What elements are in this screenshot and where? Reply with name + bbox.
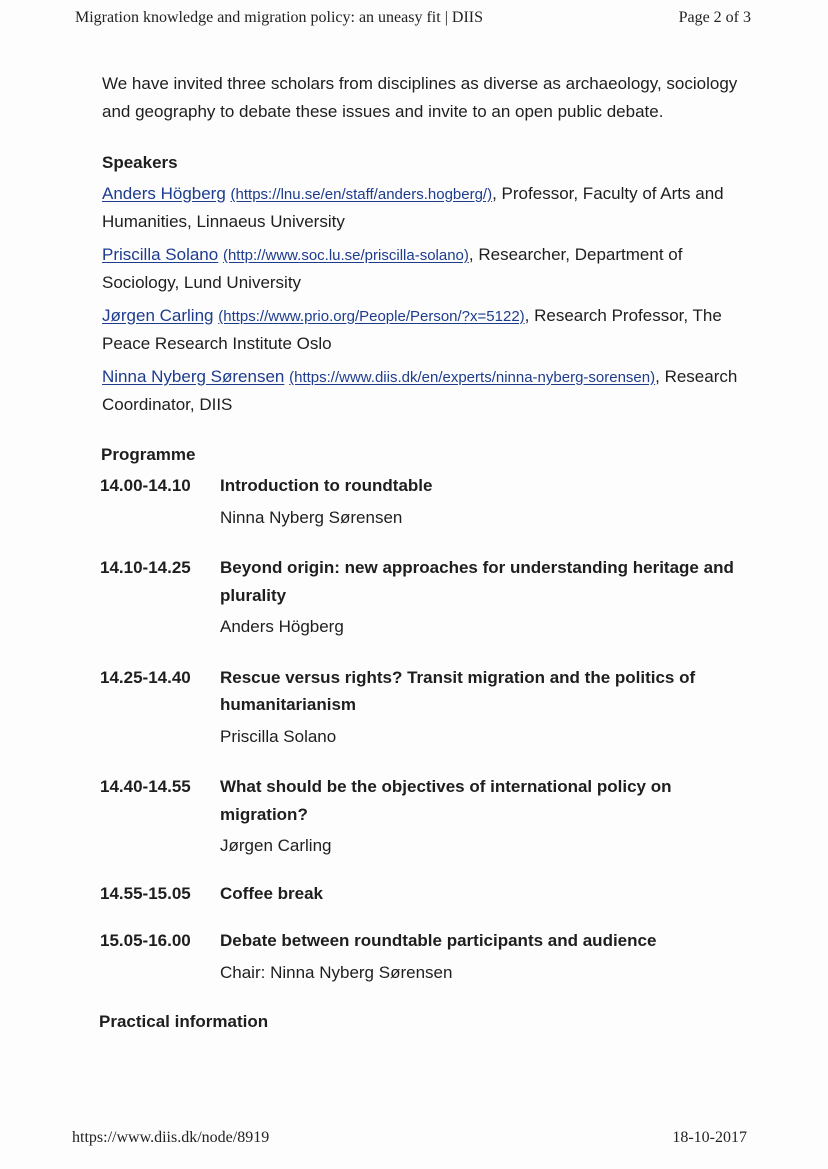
page-header [75,9,751,27]
spacer [102,750,742,773]
footer-date: 18-10-2017 [672,1129,747,1146]
programme-time: 14.40-14.55 [100,777,191,796]
programme-speaker: Ninna Nyberg Sørensen [220,507,403,527]
programme-time: 15.05-16.00 [100,931,191,950]
programme-title: What should be the objectives of international policy on migration? [220,777,672,824]
speaker-link[interactable]: Ninna Nyberg Sørensen [102,366,285,386]
programme-item [100,664,742,751]
programme-body [220,664,742,751]
programme-time: 14.25-14.40 [100,667,191,687]
programme-title: Rescue versus rights? Transit migration and the politics of humanitarianism [220,667,696,714]
page-footer [72,1129,747,1147]
programme-item [100,773,742,860]
spacer [102,531,742,554]
programme-time: 14.00-14.10 [100,476,191,495]
speaker-url[interactable]: (https://www.prio.org/People/Person/?x=5122) [218,307,525,325]
programme-time: 14.10-14.25 [100,558,191,577]
speaker-role: , Research Professor, The Peace Research Institute Oslo [102,305,722,353]
speaker-link[interactable]: Priscilla Solano [102,244,219,264]
speaker-role: , Researcher, Department of Sociology, Lund University [102,244,683,292]
programme-item [100,472,742,531]
speaker-entry [102,180,742,236]
footer-url: https://www.diis.dk/node/8919 [72,1129,270,1146]
programme-body [220,773,742,860]
programme-title: Coffee break [220,883,323,903]
programme-time: 14.55-15.05 [100,883,191,903]
speaker-role: , Research Coordinator, DIIS [102,366,738,414]
speaker-role: , Professor, Faculty of Arts and Humanities, Linnaeus University [102,183,724,231]
programme-body [220,927,742,986]
speaker-url[interactable]: (https://www.diis.dk/en/experts/ninna-nyberg-sorensen) [289,368,656,386]
programme-body [220,880,742,908]
speaker-link[interactable]: Jørgen Carling [102,305,214,325]
intro-paragraph: We have invited three scholars from disciplines as diverse as archaeology, sociology and geography to debate these issues and invite to an open public debate. [102,74,738,121]
page-content [99,70,742,1036]
programme-heading: Programme [101,444,196,464]
programme-title: Beyond origin: new approaches for understanding heritage and plurality [220,558,734,605]
spacer [102,860,742,880]
spacer [102,641,742,664]
speaker-entry [102,241,742,297]
spacer [102,907,742,927]
practical-information-heading: Practical information [99,1012,269,1031]
programme-speaker: Chair: Ninna Nyberg Sørensen [220,962,453,982]
page-number: Page 2 of 3 [678,9,751,26]
programme-title: Introduction to roundtable [220,476,433,495]
programme-title: Debate between roundtable participants and audience [220,931,657,950]
speaker-link[interactable]: Anders Högberg [102,183,226,203]
programme-item [100,554,742,641]
programme-speaker: Anders Högberg [220,617,344,636]
speakers-heading: Speakers [102,153,178,172]
programme-speaker: Priscilla Solano [220,726,337,746]
speaker-entry [102,363,742,419]
page-header-title: Migration knowledge and migration policy: an uneasy fit | DIIS [75,9,484,26]
speaker-url[interactable]: (http://www.soc.lu.se/priscilla-solano) [222,246,469,264]
speaker-url[interactable]: (https://lnu.se/en/staff/anders.hogberg/) [230,185,493,203]
programme-speaker: Jørgen Carling [220,836,332,855]
speaker-entry [102,302,742,358]
programme-body [220,472,742,531]
programme-item [100,927,742,986]
programme-item [100,880,742,908]
programme-body [220,554,742,641]
